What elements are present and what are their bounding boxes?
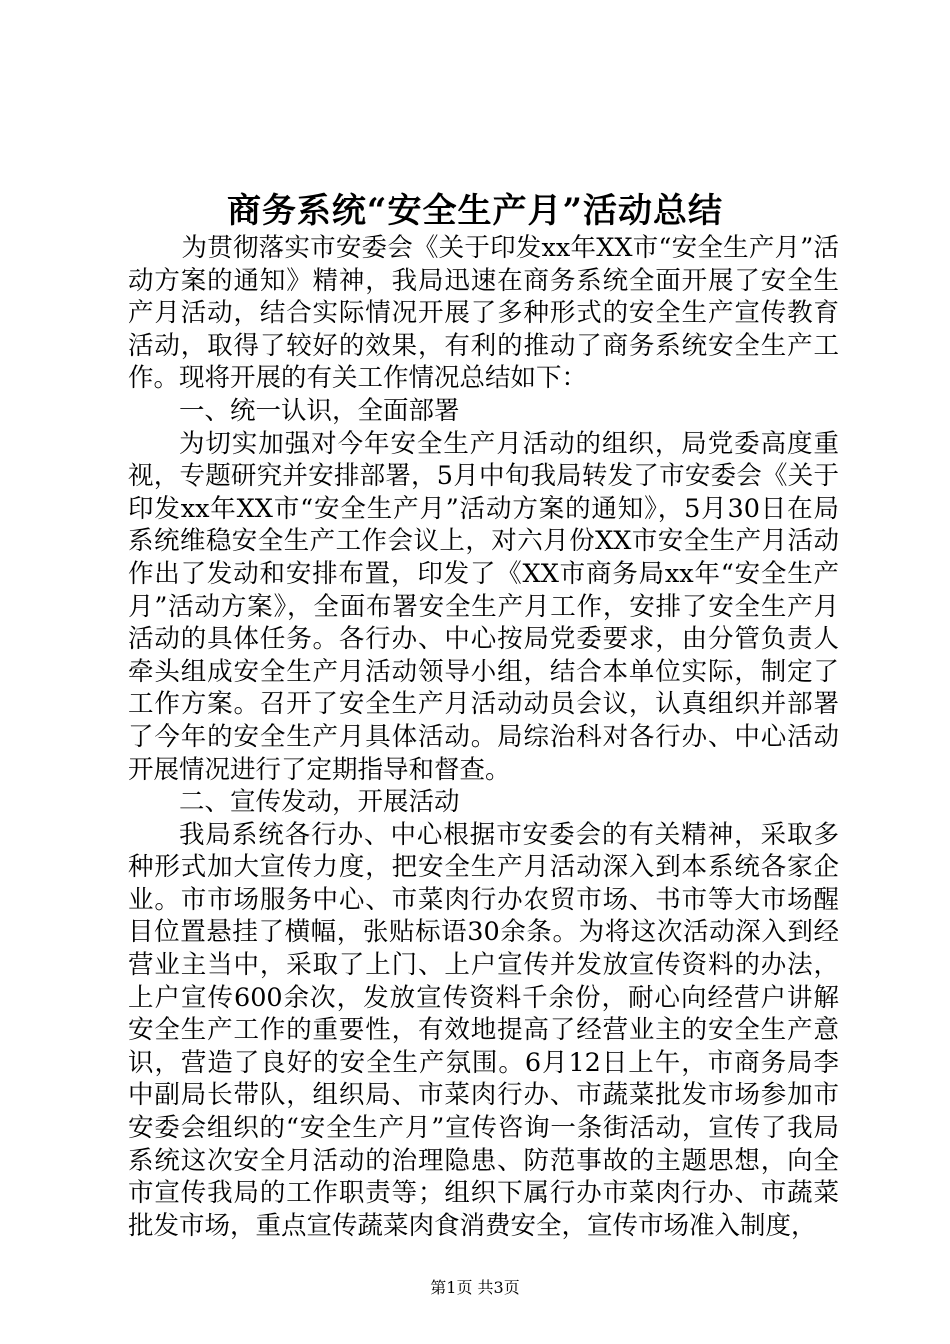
- section-2-paragraph: 我局系统各行办、中心根据市安委会的有关精神，采取多种形式加大宣传力度，把安全生产月活动深入到本系统各家企业。市市场服务中心、市菜肉行办农贸市场、书市等大市场醒目位置悬挂了横幅，张贴标语30余条。为将这次活动深入到经营业主当中，采取了上门、上户宣传并发放宣传资料的办法，上户宣传600余次，发放宣传资料千余份，耐心向经营户讲解安全生产工作的重要性，有效地提高了经营业主的安全生产意识，营造了良好的安全生产氛围。6月12日上午，市商务局李中副局长带队，组织局、市菜肉行办、市蔬菜批发市场参加市安委会组织的“安全生产月”宣传咨询一条街活动，宣传了我局系统这次安全月活动的治理隐患、防范事故的主题思想，向全市宣传我局的工作职责等；组织下属行办市菜肉行办、市蔬菜批发市场，重点宣传蔬菜肉食消费安全，宣传市场准入制度，: [128, 819, 839, 1241]
- section-heading-2: 二、宣传发动，开展活动: [179, 787, 460, 818]
- intro-paragraph: 为贯彻落实市安委会《关于印发xx年XX市“安全生产月”活动方案的通知》精神，我局迅速在商务系统全面开展了安全生产月活动，结合实际情况开展了多种形式的安全生产宣传教育活动，取得了较好的效果，有利的推动了商务系统安全生产工作。现将开展的有关工作情况总结如下：: [128, 233, 839, 394]
- document-title: 商务系统“安全生产月”活动总结: [226, 191, 724, 231]
- page-footer: 第1页 共3页: [430, 1278, 520, 1297]
- section-1-paragraph: 为切实加强对今年安全生产月活动的组织，局党委高度重视，专题研究并安排部署，5月中旬我局转发了市安委会《关于印发xx年XX市“安全生产月”活动方案的通知》，5月30日在局系统维稳安全生产工作会议上，对六月份XX市安全生产月活动作出了发动和安排布置，印发了《XX市商务局xx年“安全生产月”活动方案》，全面布署安全生产月工作，安排了安全生产月活动的具体任务。各行办、中心按局党委要求，由分管负责人牵头组成安全生产月活动领导小组，结合本单位实际，制定了工作方案。召开了安全生产月活动动员会议，认真组织并部署了今年的安全生产月具体活动。局综治科对各行办、中心活动开展情况进行了定期指导和督查。: [128, 428, 839, 785]
- document-body: [128, 232, 839, 1242]
- section-heading-1: 一、统一认识，全面部署: [179, 395, 460, 426]
